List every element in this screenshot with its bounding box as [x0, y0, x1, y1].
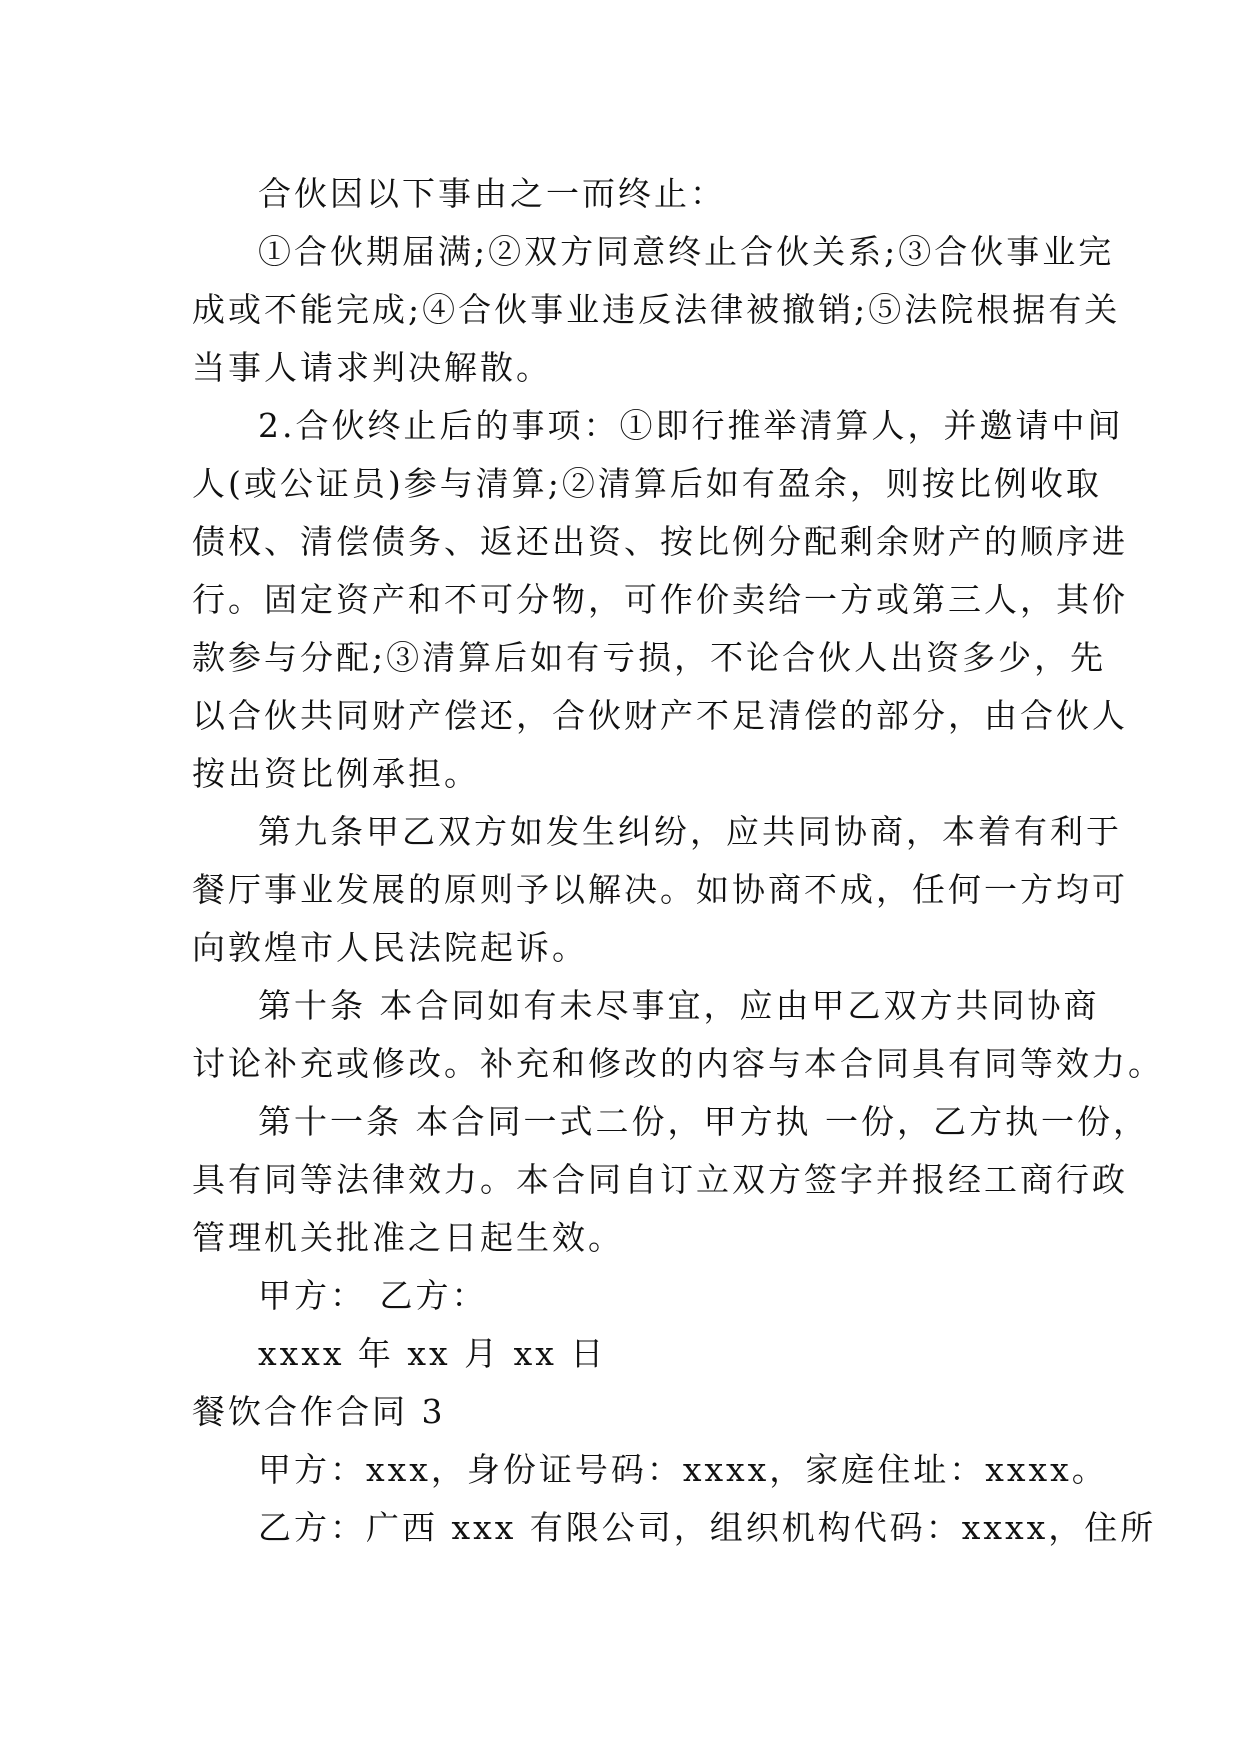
- text-line: 2.合伙终止后的事项：①即行推举清算人，并邀请中间: [258, 406, 1124, 445]
- text-line: 管理机关批准之日起生效。: [192, 1218, 624, 1257]
- text-line: ①合伙期届满;②双方同意终止合伙关系;③合伙事业完: [258, 232, 1115, 271]
- document-body: [192, 165, 1164, 1557]
- text-line: 当事人请求判决解散。: [192, 348, 552, 387]
- text-line: 以合伙共同财产偿还，合伙财产不足清偿的部分，由合伙人: [192, 696, 1128, 735]
- text-line: 第十条 本合同如有未尽事宜，应由甲乙双方共同协商: [258, 986, 1100, 1025]
- text-line: 讨论补充或修改。补充和修改的内容与本合同具有同等效力。: [192, 1044, 1164, 1083]
- text-line: 债权、清偿债务、返还出资、按比例分配剩余财产的顺序进: [192, 522, 1128, 561]
- text-line: 款参与分配;③清算后如有亏损，不论合伙人出资多少，先: [192, 638, 1107, 677]
- text-line: 甲方：xxx，身份证号码：xxxx，家庭住址：xxxx。: [258, 1450, 1108, 1489]
- signature-line: 甲方： 乙方：: [258, 1276, 488, 1315]
- date-line: xxxx 年 xx 月 xx 日: [258, 1334, 607, 1373]
- text-line: 向敦煌市人民法院起诉。: [192, 928, 588, 967]
- text-line: 具有同等法律效力。本合同自订立双方签字并报经工商行政: [192, 1160, 1128, 1199]
- text-line: 合伙因以下事由之一而终止：: [258, 174, 726, 213]
- text-line: 乙方：广西 xxx 有限公司，组织机构代码：xxxx，住所: [258, 1508, 1157, 1547]
- text-line: 成或不能完成;④合伙事业违反法律被撤销;⑤法院根据有关: [192, 290, 1121, 329]
- text-line: 第十一条 本合同一式二份，甲方执 一份，乙方执一份，: [258, 1102, 1149, 1141]
- text-line: 餐厅事业发展的原则予以解决。如协商不成，任何一方均可: [192, 870, 1128, 909]
- section-title: 餐饮合作合同 3: [192, 1392, 446, 1431]
- text-line: 第九条甲乙双方如发生纠纷，应共同协商，本着有利于: [258, 812, 1122, 851]
- text-line: 行。固定资产和不可分物，可作价卖给一方或第三人，其价: [192, 580, 1128, 619]
- text-line: 人(或公证员)参与清算;②清算后如有盈余，则按比例收取: [192, 464, 1102, 503]
- text-line: 按出资比例承担。: [192, 754, 480, 793]
